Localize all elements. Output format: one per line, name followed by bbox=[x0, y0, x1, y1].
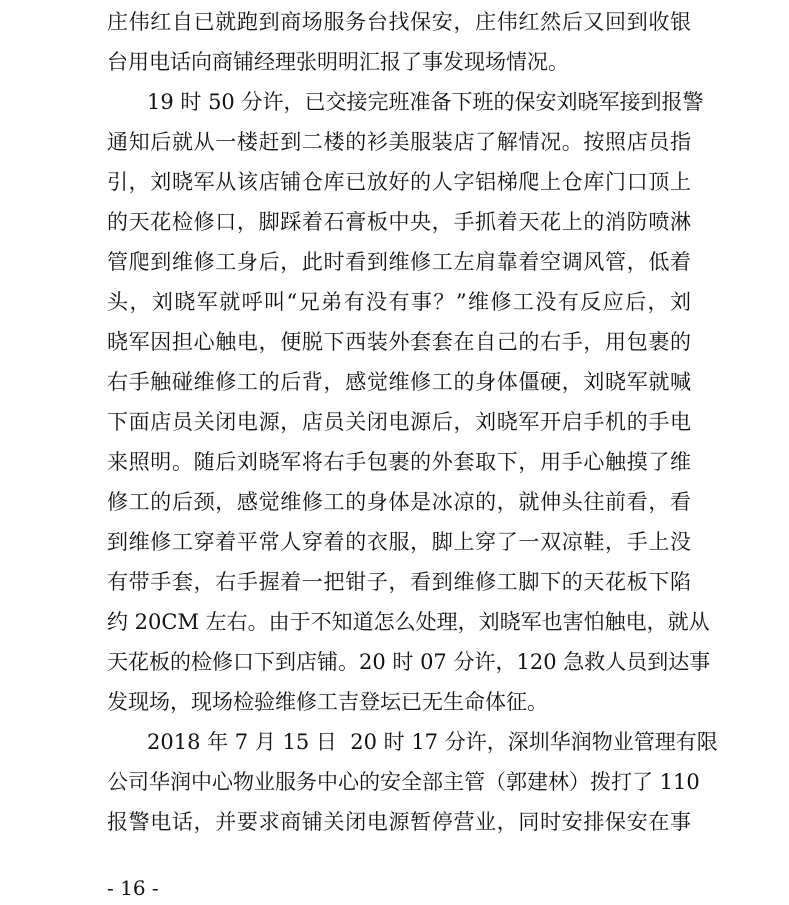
text-line: 右手触碰维修工的后背，感觉维修工的身体僵硬，刘晓军就喊 bbox=[107, 370, 691, 394]
text-line: 修工的后颈，感觉维修工的身体是冰凉的，就伸头往前看，看 bbox=[107, 490, 691, 514]
text-line: 庄伟红自已就跑到商场服务台找保安，庄伟红然后又回到收银 bbox=[107, 10, 691, 34]
text-line: 管爬到维修工身后，此时看到维修工左肩靠着空调风管，低着 bbox=[107, 250, 691, 274]
text-line: 的天花检修口，脚踩着石膏板中央，手抓着天花上的消防喷淋 bbox=[107, 210, 691, 234]
text-line: 发现场，现场检验维修工吉登坛已无生命体征。 bbox=[107, 690, 548, 714]
text-line: 下面店员关闭电源，店员关闭电源后，刘晓军开启手机的手电 bbox=[107, 410, 691, 434]
text-line: 晓军因担心触电，便脱下西装外套套在自己的右手，用包裹的 bbox=[107, 330, 691, 354]
paragraph-1 bbox=[107, 2, 691, 82]
text-line: 19 时 50 分许，已交接完班准备下班的保安刘晓军接到报警 bbox=[147, 90, 704, 114]
text-line: 天花板的检修口下到店铺。20 时 07 分许，120 急救人员到达事 bbox=[107, 650, 711, 674]
text-line: 约 20CM 左右。由于不知道怎么处理，刘晓军也害怕触电，就从 bbox=[107, 610, 710, 634]
paragraph-2 bbox=[107, 82, 711, 722]
text-line: 台用电话向商铺经理张明明汇报了事发现场情况。 bbox=[107, 50, 569, 74]
text-line: 头，刘晓军就呼叫“兄弟有没有事？”维修工没有反应后，刘 bbox=[107, 290, 691, 314]
text-line: 引，刘晓军从该店铺仓库已放好的人字铝梯爬上仓库门口顶上 bbox=[107, 170, 691, 194]
text-line: 公司华润中心物业服务中心的安全部主管（郭建林）拨打了 110 bbox=[107, 770, 700, 794]
text-line: 来照明。随后刘晓军将右手包裹的外套取下，用手心触摸了维 bbox=[107, 450, 691, 474]
paragraph-3 bbox=[107, 722, 718, 842]
text-line: 到维修工穿着平常人穿着的衣服，脚上穿了一双凉鞋，手上没 bbox=[107, 530, 691, 554]
text-line: 报警电话，并要求商铺关闭电源暂停营业，同时安排保安在事 bbox=[107, 810, 691, 834]
text-line: 2018 年 7 月 15 日 20 时 17 分许，深圳华润物业管理有限 bbox=[147, 730, 718, 754]
text-line: 通知后就从一楼赶到二楼的衫美服装店了解情况。按照店员指 bbox=[107, 130, 691, 154]
text-line: 有带手套，右手握着一把钳子，看到维修工脚下的天花板下陷 bbox=[107, 570, 691, 594]
page-number: - 16 - bbox=[107, 876, 159, 900]
document-body bbox=[107, 2, 718, 842]
